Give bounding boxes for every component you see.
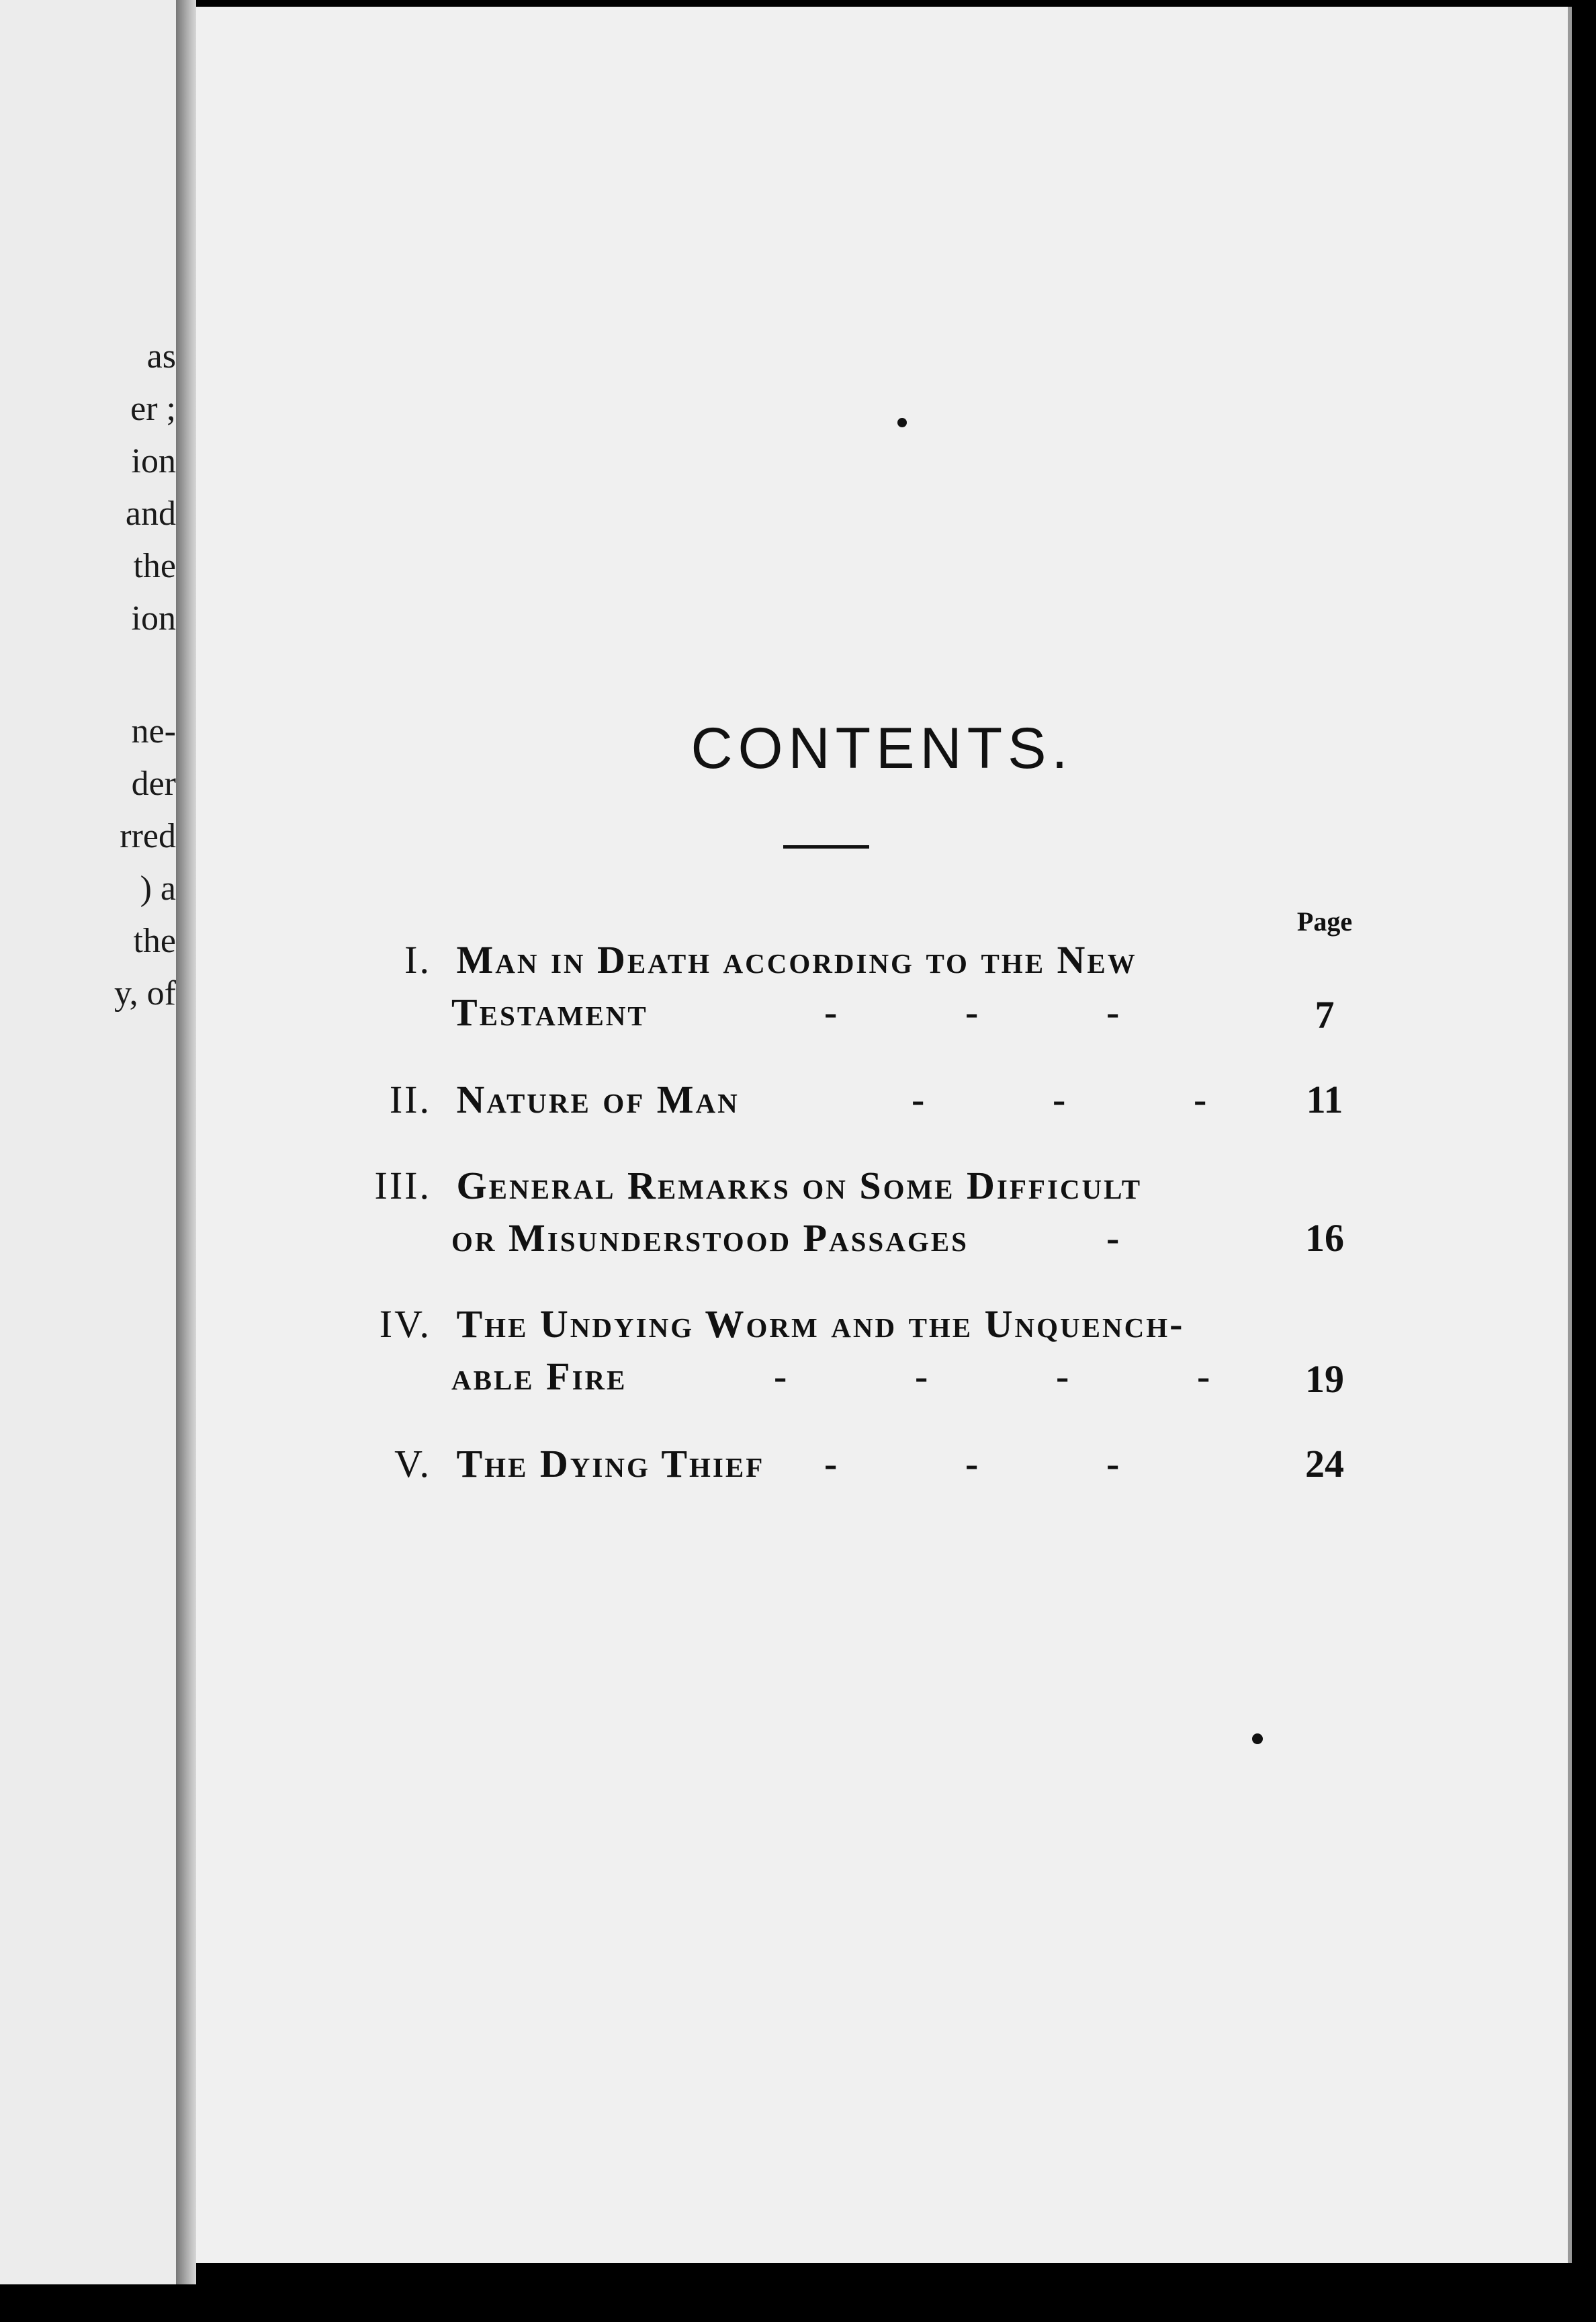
toc-title-line: Testament — [451, 990, 648, 1034]
leader-dash: - — [915, 1354, 928, 1398]
contents-page — [196, 7, 1572, 2263]
leader-dash: - — [774, 1354, 787, 1398]
title-rule — [783, 845, 869, 849]
toc-entry-5 — [297, 1442, 765, 1486]
leader-dash: - — [1053, 1078, 1066, 1121]
leader-dash: - — [965, 990, 979, 1034]
toc-page-number: 19 — [1305, 1357, 1344, 1401]
left-page — [0, 0, 176, 2284]
ink-speck — [897, 418, 907, 427]
left-fragment: y, of — [114, 974, 176, 1013]
toc-entry-2 — [297, 1080, 740, 1119]
toc-title-line: Man in Death according to the New — [456, 938, 1137, 982]
toc-page-number: 7 — [1315, 993, 1335, 1037]
toc-numeral: I. — [404, 938, 431, 982]
leader-dash: - — [1106, 1216, 1120, 1260]
leader-dash: - — [965, 1442, 979, 1486]
left-fragment: the — [133, 547, 176, 585]
toc-page-number: 11 — [1306, 1078, 1343, 1121]
left-fragment: rred — [120, 817, 176, 855]
toc-numeral: III. — [374, 1164, 431, 1207]
page-column-header: Page — [1296, 906, 1353, 937]
book-spine — [176, 0, 196, 2284]
left-fragment: and — [125, 494, 176, 533]
left-fragment: ion — [131, 599, 176, 638]
ink-speck — [1252, 1733, 1263, 1744]
page-title: CONTENTS. — [691, 716, 1073, 781]
leader-dash: - — [824, 990, 838, 1034]
toc-entry-4 — [297, 1302, 1185, 1346]
leader-dash: - — [1106, 1442, 1120, 1486]
toc-title-line: or Misunderstood Passages — [451, 1216, 969, 1260]
leader-dash: - — [1194, 1078, 1207, 1121]
toc-title-line: able Fire — [451, 1354, 627, 1398]
leader-dash: - — [1056, 1354, 1069, 1398]
left-fragment: the — [133, 922, 176, 960]
toc-page-number: 24 — [1305, 1442, 1344, 1486]
toc-page-number: 16 — [1305, 1216, 1344, 1260]
toc-numeral: V. — [394, 1442, 431, 1486]
toc-title-line: The Dying Thief — [456, 1442, 765, 1486]
left-fragment: ne- — [131, 712, 176, 750]
toc-entry-1 — [297, 938, 1137, 982]
left-fragment: ion — [131, 442, 176, 480]
toc-numeral: II. — [389, 1078, 431, 1121]
scan-bottom-edge — [0, 2284, 1596, 2322]
toc-title-line: Nature of Man — [456, 1078, 740, 1121]
left-fragment: er ; — [130, 390, 176, 428]
leader-dash: - — [1197, 1354, 1210, 1398]
left-fragment: as — [146, 337, 176, 376]
left-fragment: der — [131, 765, 176, 803]
left-fragment: ) a — [140, 869, 176, 908]
toc-entry-3 — [297, 1166, 1142, 1205]
leader-dash: - — [912, 1078, 925, 1121]
toc-title-line: The Undying Worm and the Unquench- — [456, 1302, 1185, 1346]
toc-title-line: General Remarks on Some Difficult — [456, 1164, 1143, 1207]
leader-dash: - — [1106, 990, 1120, 1034]
toc-numeral: IV. — [379, 1302, 431, 1346]
leader-dash: - — [824, 1442, 838, 1486]
